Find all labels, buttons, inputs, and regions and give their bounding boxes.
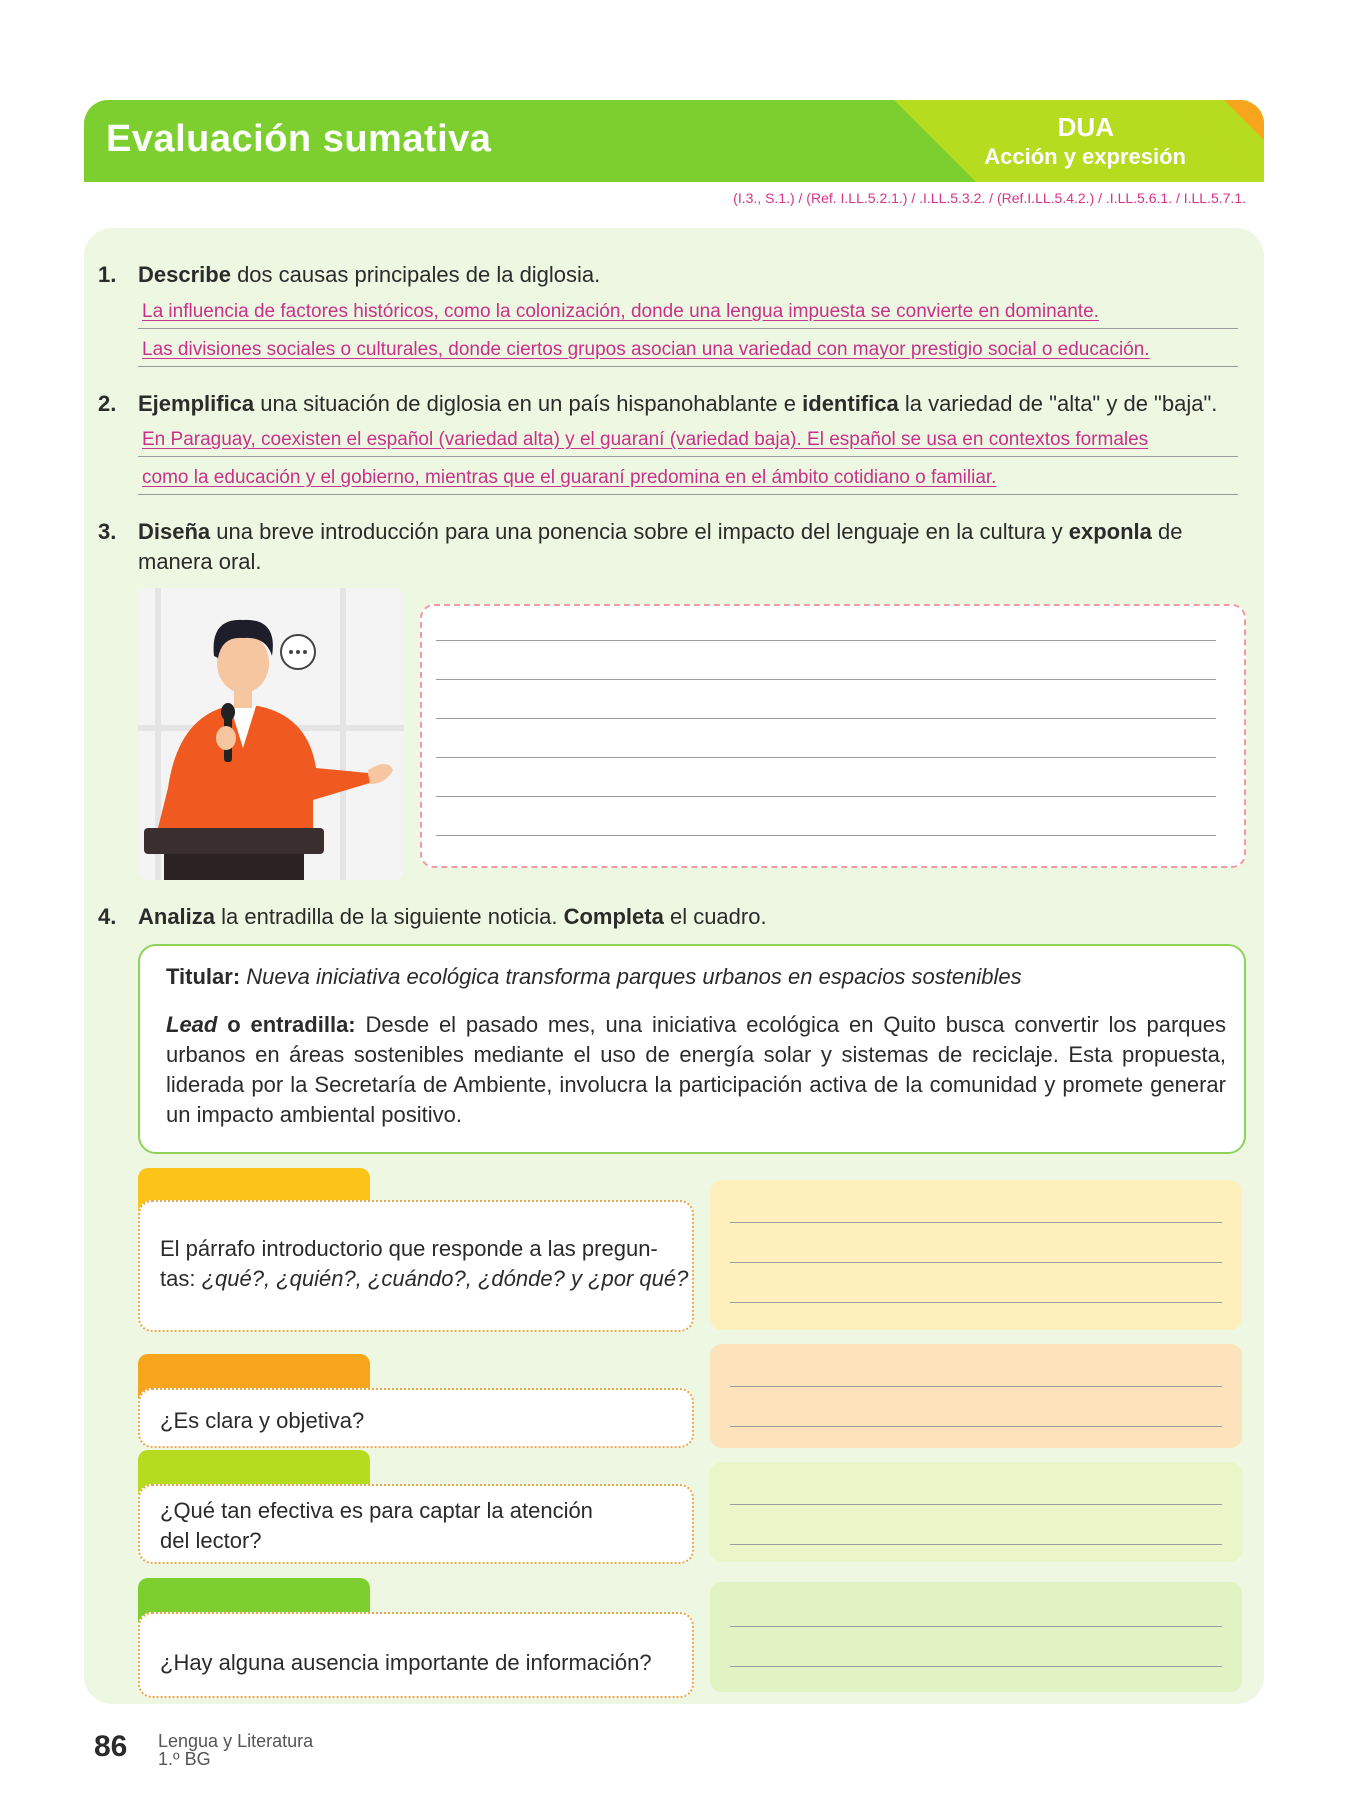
headline-text: Nueva iniciativa ecológica transforma parques urbanos en espacios sostenibles xyxy=(246,964,1022,989)
criteria-text: ¿Es clara y objetiva? xyxy=(160,1408,365,1433)
news-lead xyxy=(166,1010,1226,1130)
indicator-references: (I.3., S.1.) / (Ref. I.LL.5.2.1.) / .I.LL.5.3.2. / (Ref.I.LL.5.4.2.) / .I.LL.5.6.1. / I.LL.5.7.1. xyxy=(733,190,1246,206)
question-number: 4. xyxy=(98,904,117,929)
answer-line[interactable] xyxy=(138,462,1238,495)
grade-name: 1.º BG xyxy=(158,1749,211,1769)
criteria-card xyxy=(138,1612,694,1698)
criteria-text xyxy=(160,1234,688,1294)
answer-line xyxy=(730,1544,1222,1545)
answer-line[interactable] xyxy=(138,334,1238,367)
question-text: la entradilla de la siguiente noticia. xyxy=(215,904,564,929)
question-verb-2: identifica xyxy=(802,391,899,416)
header-banner xyxy=(84,100,1264,182)
dua-title: DUA xyxy=(1057,112,1114,142)
question-number: 3. xyxy=(98,519,117,544)
oral-presentation-writing-area[interactable] xyxy=(420,604,1246,868)
subject-name: Lengua y Literatura xyxy=(158,1731,314,1751)
page-title: Evaluación sumativa xyxy=(106,118,492,160)
question-verb: Diseña xyxy=(138,519,211,544)
criteria-line-2: tas: xyxy=(160,1266,202,1291)
writing-line xyxy=(436,796,1216,797)
lead-text: Desde el pasado mes, una iniciativa ecológica en Quito busca convertir los parques urbanos en áreas sostenibles mediante el uso de energía solar y sistemas de reciclaje. Esta propuesta, liderada por la Secretaría de Ambiente, involucra la participación activa de la comunidad y promete generar un impacto ambiental positivo. xyxy=(166,1012,1227,1127)
question-4 xyxy=(98,902,1238,932)
question-1 xyxy=(98,260,1238,290)
answer-line xyxy=(730,1302,1222,1303)
answer-line[interactable] xyxy=(138,296,1238,329)
criteria-line-1: El párrafo introductorio que responde a las pregun- xyxy=(160,1236,658,1261)
lead-label-rest: o entradilla: xyxy=(217,1012,356,1037)
question-text-end: el cuadro. xyxy=(663,904,767,929)
answer-text: La influencia de factores históricos, como la colonización, donde una lengua impuesta se convierte en dominante. xyxy=(142,301,1099,322)
criteria-line-2-italic: ¿qué?, ¿quién?, ¿cuándo?, ¿dónde? y ¿por qué? xyxy=(201,1266,689,1291)
criteria-card xyxy=(138,1200,694,1332)
question-3 xyxy=(98,517,1246,577)
writing-line xyxy=(436,640,1216,641)
criteria-line-1: ¿Qué tan efectiva es para captar la atención xyxy=(160,1498,593,1523)
question-text: una breve introducción para una ponencia sobre el impacto del lenguaje en la cultura y xyxy=(210,519,1069,544)
answer-line xyxy=(730,1222,1222,1223)
question-number: 1. xyxy=(98,262,117,287)
question-text: una situación de diglosia en un país hispanohablante e xyxy=(254,391,803,416)
answer-line xyxy=(730,1666,1222,1667)
headline-label: Titular: xyxy=(166,964,241,989)
question-number: 2. xyxy=(98,391,117,416)
writing-line xyxy=(436,757,1216,758)
criteria-card xyxy=(138,1388,694,1448)
question-verb: Describe xyxy=(138,262,231,287)
answer-text: Las divisiones sociales o culturales, donde ciertos grupos asocian una variedad con mayor prestigio social o educación. xyxy=(142,339,1150,360)
dua-subtitle: Acción y expresión xyxy=(984,144,1186,169)
writing-line xyxy=(436,718,1216,719)
answer-line xyxy=(730,1626,1222,1627)
answer-line xyxy=(730,1426,1222,1427)
writing-line xyxy=(436,679,1216,680)
answer-line xyxy=(730,1386,1222,1387)
answer-card[interactable] xyxy=(710,1344,1242,1448)
question-text-end: de manera oral. xyxy=(138,519,1183,574)
question-verb: Analiza xyxy=(138,904,216,929)
question-2 xyxy=(98,389,1248,419)
criteria-text: ¿Hay alguna ausencia importante de información? xyxy=(160,1650,652,1675)
subject-label xyxy=(158,1732,313,1768)
question-verb: Ejemplifica xyxy=(138,391,255,416)
question-verb-2: exponla xyxy=(1068,519,1152,544)
question-verb-2: Completa xyxy=(563,904,664,929)
answer-card[interactable] xyxy=(710,1180,1242,1330)
criteria-text xyxy=(160,1496,593,1556)
answer-card[interactable] xyxy=(710,1582,1242,1692)
news-box xyxy=(138,944,1246,1154)
answer-line[interactable] xyxy=(138,424,1238,457)
question-text: dos causas principales de la diglosia. xyxy=(230,262,601,287)
criteria-line-2: del lector? xyxy=(160,1528,262,1553)
lead-label-italic: Lead xyxy=(166,1012,218,1037)
answer-line xyxy=(730,1504,1222,1505)
criteria-card xyxy=(138,1484,694,1564)
question-text-end: la variedad de "alta" y de "baja". xyxy=(898,391,1218,416)
answer-card[interactable] xyxy=(710,1462,1242,1562)
answer-text: como la educación y el gobierno, mientras que el guaraní predomina en el ámbito cotidiano o familiar. xyxy=(142,467,997,488)
speaker-illustration-art xyxy=(138,588,404,880)
writing-line xyxy=(436,835,1216,836)
speaker-illustration xyxy=(138,588,404,880)
news-headline xyxy=(166,964,1022,990)
answer-line xyxy=(730,1262,1222,1263)
dua-badge xyxy=(894,100,1264,182)
page-number: 86 xyxy=(94,1730,128,1763)
answer-text: En Paraguay, coexisten el español (variedad alta) y el guaraní (variedad baja). El español se usa en contextos formales xyxy=(142,429,1149,450)
